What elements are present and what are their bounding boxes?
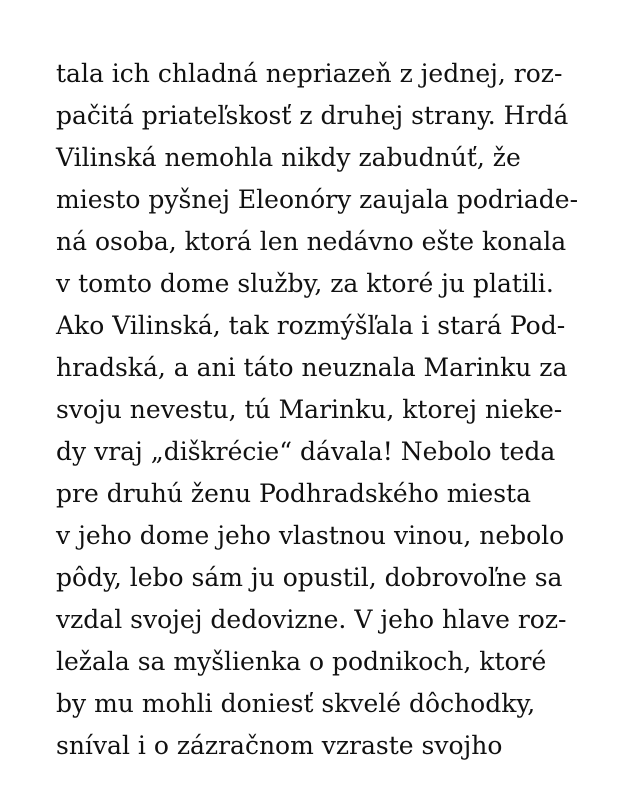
page-body-text [56,53,596,767]
text-line-14: vzdal svojej dedovizne. V jeho hlave roz- [56,605,567,634]
text-line-13: pôdy, lebo sám ju opustil, dobrovoľne sa [56,563,563,592]
text-line-15: ležala sa myšlienka o podnikoch, ktoré [56,647,547,676]
text-line-12: v jeho dome jeho vlastnou vinou, nebolo [56,521,565,550]
text-line-5: ná osoba, ktorá len nedávno ešte konala [56,227,567,256]
text-line-7: Ako Vilinská, tak rozmýšľala i stará Pod- [56,311,566,340]
text-line-9: svoju nevestu, tú Marinku, ktorej nieke- [56,395,563,424]
text-line-16: by mu mohli doniesť skvelé dôchodky, [56,689,536,718]
text-line-11: pre druhú ženu Podhradského miesta [56,479,531,508]
text-line-8: hradská, a ani táto neuznala Marinku za [56,353,568,382]
text-line-4: miesto pyšnej Eleonóry zaujala podriade- [56,185,579,214]
text-line-3: Vilinská nemohla nikdy zabudnúť, že [56,143,521,172]
text-line-1: tala ich chladná nepriazeň z jednej, roz- [56,59,563,88]
text-line-10: dy vraj „diškrécie“ dávala! Nebolo teda [56,437,556,466]
text-line-6: v tomto dome služby, za ktoré ju platili. [56,269,554,298]
text-line-2: pačitá priateľskosť z druhej strany. Hrdá [56,101,569,130]
text-line-17: sníval i o zázračnom vzraste svojho [56,731,503,760]
